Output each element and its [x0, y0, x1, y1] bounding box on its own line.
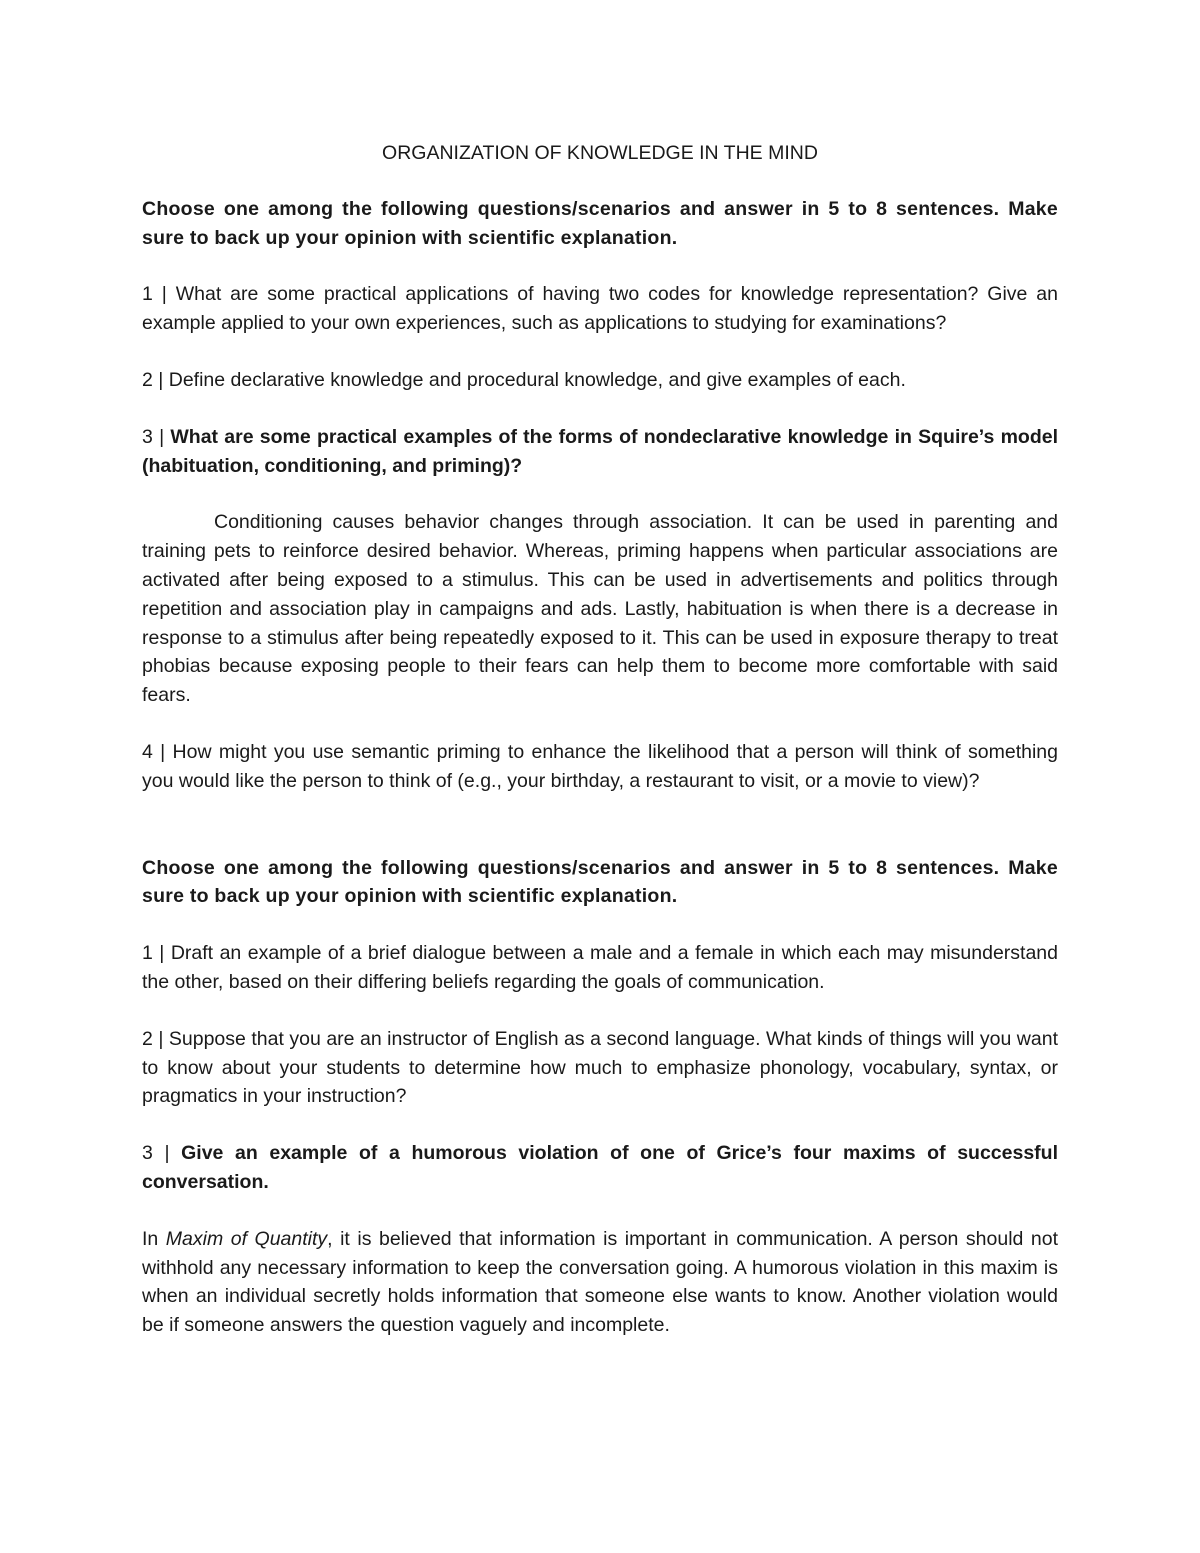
section1-question-2: 2 | Define declarative knowledge and procedural knowledge, and give examples of each.	[142, 368, 906, 391]
section1-answer: Conditioning causes behavior changes through association. It can be used in parenting and training pets to reinforce desired behavior. Whereas, priming happens when particular associations are activated after being exposed to a stimulus. This can be used in advertisements and politics through repetition and association play in campaigns and ads. Lastly, habituation is when there is a decrease in response to a stimulus after being repeatedly exposed to it. This can be used in exposure therapy to treat phobias because exposing people to their fears can help them to become more comfortable with said fears.	[142, 511, 1058, 707]
question-3-number: 3 |	[142, 425, 171, 448]
section2-question-2: 2 | Suppose that you are an instructor of English as a second language. What kinds of things will you want to know about your students to determine how much to emphasize phonology, vocabulary, syntax, or pragmatics in your instruction?	[142, 1027, 1058, 1108]
document-body	[142, 139, 1058, 1340]
section1-question-4: 4 | How might you use semantic priming to enhance the likelihood that a person will think of something you would like the person to think of (e.g., your birthday, a restaurant to visit, or a movie to view)?	[142, 740, 1058, 792]
section2-question-3	[142, 1139, 1058, 1197]
document-title: ORGANIZATION OF KNOWLEDGE IN THE MIND	[382, 142, 818, 164]
section2-question-1: 1 | Draft an example of a brief dialogue between a male and a female in which each may misunderstand the other, based on their differing beliefs regarding the goals of communication.	[142, 942, 1058, 993]
question-3-text: What are some practical examples of the forms of nondeclarative knowledge in Squire’s model (habituation, conditioning, and priming)?	[142, 425, 1059, 477]
answer-prefix: In	[142, 1227, 166, 1250]
question-3-text: Give an example of a humorous violation of one of Grice’s four maxims of successful conversation.	[142, 1142, 1058, 1193]
section1-question-3	[142, 423, 1058, 481]
question-3-number: 3 |	[142, 1142, 182, 1165]
section2-answer	[142, 1225, 1058, 1340]
maxim-term: Maxim of Quantity	[165, 1227, 328, 1250]
section2-instructions: Choose one among the following questions/scenarios and answer in 5 to 8 sentences. Make sure to back up your opinion with scientific explanation.	[142, 856, 1058, 908]
section1-instructions: Choose one among the following questions/scenarios and answer in 5 to 8 sentences. Make sure to back up your opinion with scientific explanation.	[142, 197, 1058, 249]
section1-question-1: 1 | What are some practical applications of having two codes for knowledge representation? Give an example applied to your own experiences, such as applications to studying for examinations?	[142, 283, 1058, 335]
answer-rest: , it is believed that information is important in communication. A person should not withhold any necessary information to keep the conversation going. A humorous violation in this maxim is when an individual secretly holds information that someone else wants to know. Another violation would be if someone answers the question vaguely and incomplete.	[142, 1227, 1058, 1337]
